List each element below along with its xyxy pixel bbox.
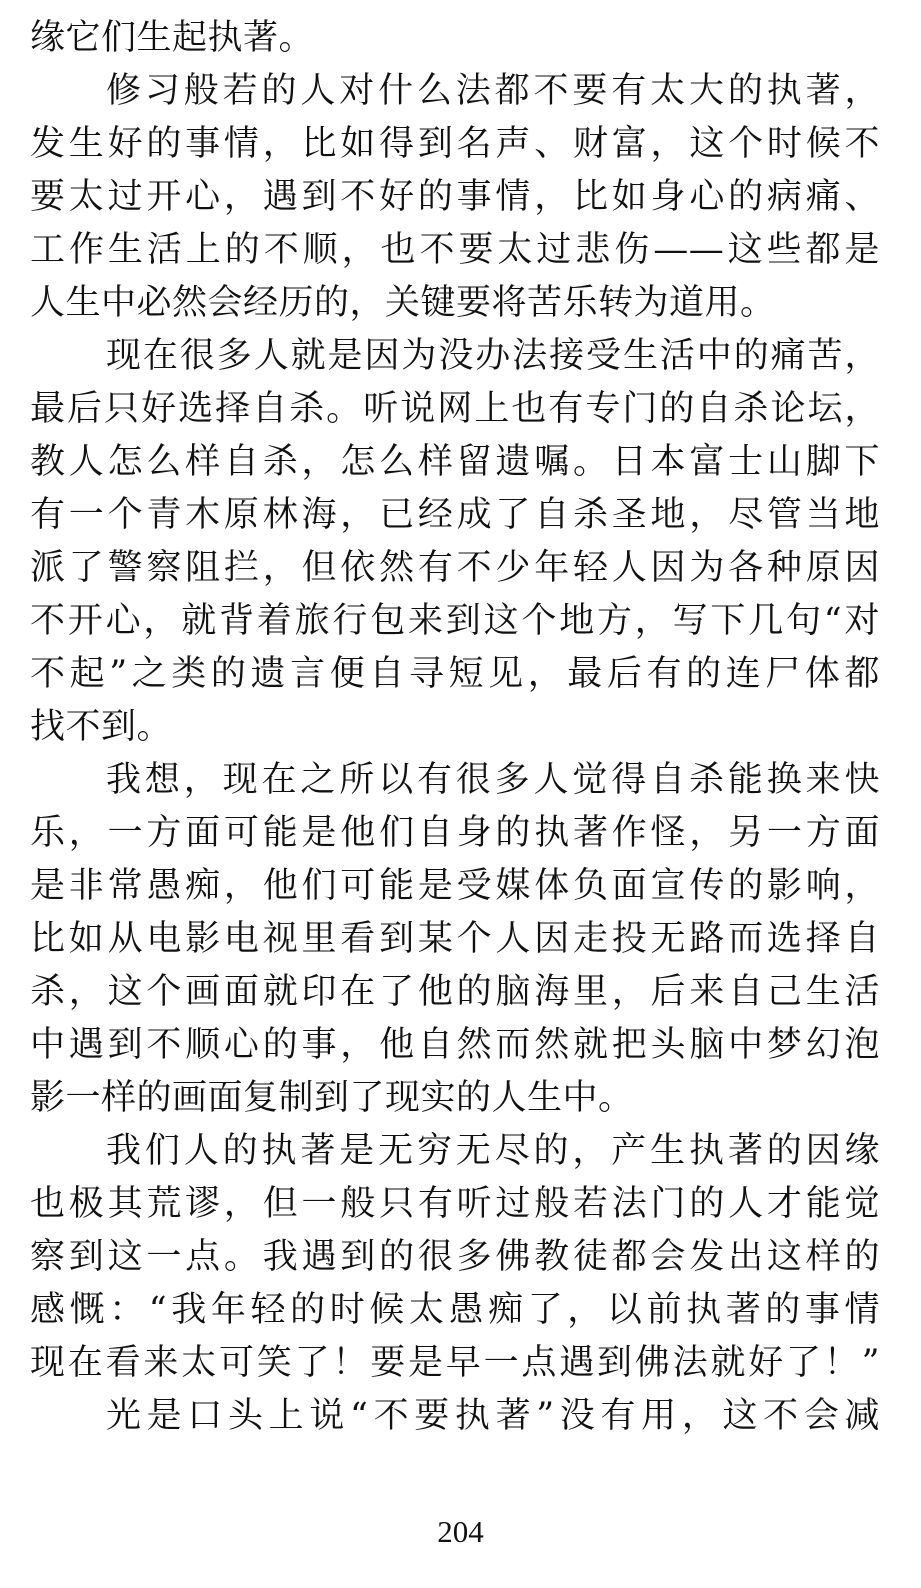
text-line: 不起”之类的遗言便自寻短见，最后有的连尸体都 <box>30 654 880 694</box>
text-line: 有一个青木原林海，已经成了自杀圣地，尽管当地 <box>30 495 880 535</box>
text-line: 乐，一方面可能是他们自身的执著作怪，另一方面 <box>30 813 880 853</box>
text-line: 要太过开心，遇到不好的事情，比如身心的病痛、 <box>30 177 880 217</box>
text-line: 最后只好选择自杀。听说网上也有专门的自杀论坛， <box>30 389 880 429</box>
text-line: 也极其荒谬，但一般只有听过般若法门的人才能觉 <box>30 1184 880 1224</box>
text-line: 感慨：“我年轻的时候太愚痴了，以前执著的事情 <box>30 1290 880 1330</box>
text-line: 发生好的事情，比如得到名声、财富，这个时候不 <box>30 124 880 164</box>
text-line: 中遇到不顺心的事，他自然而然就把头脑中梦幻泡 <box>30 1025 880 1065</box>
text-line: 不开心，就背着旅行包来到这个地方，写下几句“对 <box>30 601 880 641</box>
text-line: 现在看来太可笑了！要是早一点遇到佛法就好了！” <box>30 1343 880 1383</box>
text-line: 教人怎么样自杀，怎么样留遗嘱。日本富士山脚下 <box>30 442 880 482</box>
text-line: 工作生活上的不顺，也不要太过悲伤——这些都是 <box>30 230 880 270</box>
text-line: 是非常愚痴，他们可能是受媒体负面宣传的影响， <box>30 866 880 906</box>
paragraph-first-line: 现在很多人就是因为没办法接受生活中的痛苦， <box>106 336 880 376</box>
paragraph-first-line: 光是口头上说“不要执著”没有用，这不会减 <box>106 1396 880 1436</box>
text-line: 比如从电影电视里看到某个人因走投无路而选择自 <box>30 919 880 959</box>
text-line: 派了警察阻拦，但依然有不少年轻人因为各种原因 <box>30 548 880 588</box>
paragraph-first-line: 修习般若的人对什么法都不要有太大的执著， <box>106 71 880 111</box>
paragraph-first-line: 我想，现在之所以有很多人觉得自杀能换来快 <box>106 760 880 800</box>
text-line: 杀，这个画面就印在了他的脑海里，后来自己生活 <box>30 972 880 1012</box>
text-line: 人生中必然会经历的，关键要将苦乐转为道用。 <box>30 283 776 323</box>
page-number: 204 <box>437 1514 484 1549</box>
page-body <box>30 12 880 1443</box>
text-line: 找不到。 <box>30 707 173 747</box>
text-line: 察到这一点。我遇到的很多佛教徒都会发出这样的 <box>30 1237 880 1277</box>
text-line: 缘它们生起执著。 <box>30 18 315 58</box>
text-line: 影一样的画面复制到了现实的人生中。 <box>30 1078 634 1118</box>
paragraph-first-line: 我们人的执著是无穷无尽的，产生执著的因缘 <box>106 1131 880 1171</box>
